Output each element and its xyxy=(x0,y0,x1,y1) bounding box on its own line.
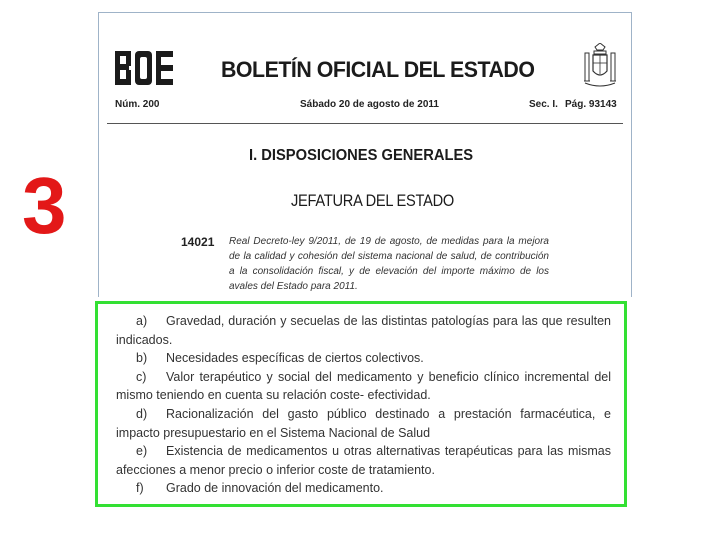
item-text: Grado de innovación del medicamento. xyxy=(166,481,384,496)
item-text: Existencia de medicamentos u otras alternativas terapéuticas para las mismas afecciones a menor precio o inferior coste de tratamiento. xyxy=(116,444,611,477)
item-letter: e) xyxy=(136,444,148,459)
issue-number: Núm. 200 xyxy=(115,99,160,110)
item-letter: b) xyxy=(136,351,148,366)
list-item xyxy=(116,312,611,349)
list-item xyxy=(116,349,611,368)
entry-number: 14021 xyxy=(181,235,215,249)
masthead-title: BOLETÍN OFICIAL DEL ESTADO xyxy=(221,57,535,82)
item-letter: f) xyxy=(136,481,144,496)
issue-section: Sec. I. xyxy=(529,99,558,110)
item-text: Valor terapéutico y social del medicamento y beneficio clínico incremental del mismo teniendo en cuenta su relación coste- efectividad. xyxy=(116,369,611,403)
criteria-highlight-box xyxy=(95,301,627,507)
item-letter: c) xyxy=(136,369,147,384)
boe-document-page xyxy=(98,12,632,297)
section-heading: I. DISPOSICIONES GENERALES xyxy=(249,147,474,164)
issue-date: Sábado 20 de agosto de 2011 xyxy=(300,99,439,110)
item-text: Necesidades específicas de ciertos colectivos. xyxy=(166,351,424,366)
list-item xyxy=(116,368,611,405)
item-text: Racionalización del gasto público destinado a prestación farmacéutica, e impacto presupuestario en el Sistema Nacional de Salud xyxy=(116,406,611,440)
boe-logo-icon xyxy=(115,51,173,85)
list-item xyxy=(116,479,611,498)
item-letter: a) xyxy=(136,314,148,328)
item-letter: d) xyxy=(136,406,148,421)
list-item xyxy=(116,442,611,479)
header-divider xyxy=(107,123,623,124)
issue-page: Pág. 93143 xyxy=(565,99,617,110)
item-text: Gravedad, duración y secuelas de las distintas patologías para las que resulten indicados. xyxy=(116,314,611,347)
criteria-list xyxy=(116,312,611,498)
list-item xyxy=(116,405,611,442)
slide-number: 3 xyxy=(22,161,67,250)
department-heading: JEFATURA DEL ESTADO xyxy=(291,191,454,210)
entry-title: Real Decreto-ley 9/2011, de 19 de agosto, de medidas para la mejora de la calidad y cohesión del sistema nacional de salud, de contribución a la consolidación fiscal, y de elevación del importe máximo de los avales del Estado para 2011. xyxy=(229,236,549,292)
royal-coat-of-arms-icon xyxy=(583,43,617,89)
